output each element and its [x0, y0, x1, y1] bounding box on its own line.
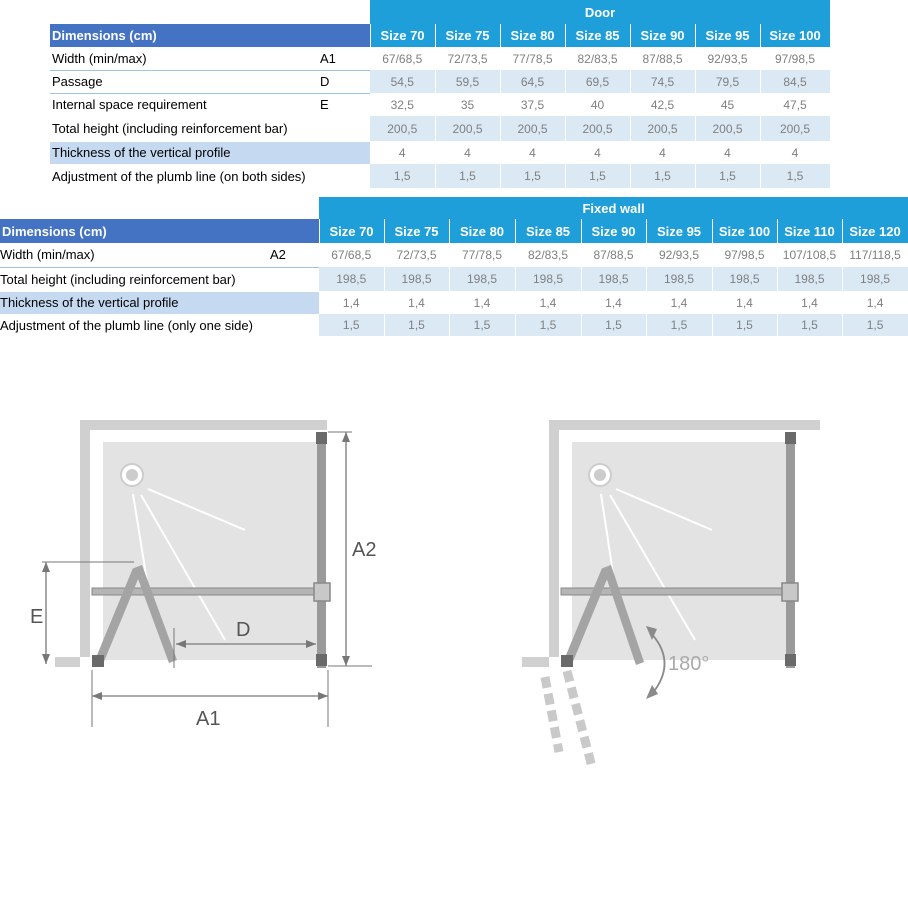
row-code: [270, 291, 319, 314]
cell: 1,5: [712, 314, 777, 336]
cell: 4: [500, 141, 565, 164]
cell: 1,5: [384, 314, 449, 336]
cell: 198,5: [777, 267, 842, 291]
cell: 1,5: [581, 314, 646, 336]
door-open-outline: [545, 677, 559, 752]
cell: 200,5: [760, 116, 830, 141]
fixed-size-header: Size 80: [449, 219, 515, 243]
cell: 200,5: [630, 116, 695, 141]
door-open-outline: [567, 671, 592, 767]
table-row: [50, 164, 830, 188]
cell: 97/98,5: [760, 47, 830, 70]
row-code: D: [320, 70, 370, 93]
table-row: [0, 314, 908, 336]
cell: 1,5: [777, 314, 842, 336]
cell: 82/83,5: [515, 243, 581, 267]
cell: 32,5: [370, 93, 435, 116]
table-row: [50, 47, 830, 70]
cell: 200,5: [500, 116, 565, 141]
label-d: D: [236, 619, 251, 641]
cell: 1,4: [777, 291, 842, 314]
cell: 40: [565, 93, 630, 116]
fixed-size-header: Size 120: [842, 219, 908, 243]
cell: 1,5: [319, 314, 384, 336]
cell: 198,5: [515, 267, 581, 291]
cell: 42,5: [630, 93, 695, 116]
cell: 79,5: [695, 70, 760, 93]
cell: 200,5: [565, 116, 630, 141]
cell: 1,5: [760, 164, 830, 188]
cell: 117/118,5: [842, 243, 908, 267]
row-label: Width (min/max): [0, 243, 270, 267]
row-label: Width (min/max): [50, 47, 320, 70]
cell: 92/93,5: [695, 47, 760, 70]
cell: 35: [435, 93, 500, 116]
table-row: [50, 70, 830, 93]
cell: 1,4: [384, 291, 449, 314]
fixed-wall-profile: [786, 432, 795, 668]
cell: 74,5: [630, 70, 695, 93]
cell: 198,5: [646, 267, 712, 291]
door-size-header: Size 90: [630, 24, 695, 47]
cell: 4: [370, 141, 435, 164]
row-label: Thickness of the vertical profile: [50, 141, 320, 164]
label-a1: A1: [196, 708, 221, 730]
cell: 4: [760, 141, 830, 164]
cell: 37,5: [500, 93, 565, 116]
door-header-label: Dimensions (cm): [50, 24, 320, 47]
cell: 200,5: [435, 116, 500, 141]
cell: 198,5: [842, 267, 908, 291]
cell: 200,5: [695, 116, 760, 141]
cell: 1,4: [712, 291, 777, 314]
cell: 87/88,5: [630, 47, 695, 70]
fixed-size-header: Size 90: [581, 219, 646, 243]
door-size-header: Size 70: [370, 24, 435, 47]
table-row: [50, 141, 830, 164]
cell: 1,4: [515, 291, 581, 314]
row-label: Adjustment of the plumb line (on both sides): [50, 164, 320, 188]
cell: 1,4: [449, 291, 515, 314]
cell: 4: [435, 141, 500, 164]
cell: 1,5: [500, 164, 565, 188]
door-table: [50, 0, 831, 189]
door-size-header: Size 75: [435, 24, 500, 47]
cell: 87/88,5: [581, 243, 646, 267]
cell: 97/98,5: [712, 243, 777, 267]
cell: 198,5: [712, 267, 777, 291]
fixed-size-header: Size 100: [712, 219, 777, 243]
cell: 1,5: [646, 314, 712, 336]
row-label: Passage: [50, 70, 320, 93]
row-code: A2: [270, 243, 319, 267]
row-code: [270, 314, 319, 336]
cell: 1,5: [630, 164, 695, 188]
cell: 77/78,5: [449, 243, 515, 267]
cell: 77/78,5: [500, 47, 565, 70]
fixed-size-header: Size 75: [384, 219, 449, 243]
cell: 1,5: [449, 314, 515, 336]
cell: 82/83,5: [565, 47, 630, 70]
left-diagram: [0, 400, 450, 760]
cell: 72/73,5: [384, 243, 449, 267]
table-row: [0, 243, 908, 267]
cell: 59,5: [435, 70, 500, 93]
table-row: [0, 267, 908, 291]
label-e: E: [30, 606, 44, 628]
door-banner: Door: [370, 0, 830, 24]
door-size-header: Size 85: [565, 24, 630, 47]
row-code: A1: [320, 47, 370, 70]
door-size-header: Size 80: [500, 24, 565, 47]
table-row: [0, 291, 908, 314]
cell: 69,5: [565, 70, 630, 93]
fixed-header-label: Dimensions (cm): [0, 219, 270, 243]
cell: 72/73,5: [435, 47, 500, 70]
row-code: E: [320, 93, 370, 116]
cell: 198,5: [581, 267, 646, 291]
cell: 84,5: [760, 70, 830, 93]
cell: 107/108,5: [777, 243, 842, 267]
cell: 64,5: [500, 70, 565, 93]
row-label: Adjustment of the plumb line (only one side): [0, 314, 270, 336]
row-code: [320, 164, 370, 188]
cell: 45: [695, 93, 760, 116]
fixed-size-header: Size 95: [646, 219, 712, 243]
cell: 1,4: [646, 291, 712, 314]
cell: 198,5: [449, 267, 515, 291]
cell: 1,5: [565, 164, 630, 188]
fixed-size-header: Size 70: [319, 219, 384, 243]
cell: 1,5: [370, 164, 435, 188]
cell: 1,5: [435, 164, 500, 188]
fixed-wall-banner: Fixed wall: [319, 197, 908, 219]
cell: 4: [630, 141, 695, 164]
cell: 4: [565, 141, 630, 164]
cell: 67/68,5: [319, 243, 384, 267]
cell: 1,5: [515, 314, 581, 336]
row-label: Total height (including reinforcement bar): [0, 267, 270, 291]
cell: 200,5: [370, 116, 435, 141]
fixed-size-header: Size 110: [777, 219, 842, 243]
row-label: Internal space requirement: [50, 93, 320, 116]
cell: 47,5: [760, 93, 830, 116]
fixed-wall-profile: [317, 432, 326, 668]
cell: 1,4: [319, 291, 384, 314]
angle-label: 180°: [668, 653, 710, 675]
row-label: Thickness of the vertical profile: [0, 291, 270, 314]
cell: 1,4: [581, 291, 646, 314]
door-size-header: Size 95: [695, 24, 760, 47]
row-label: Total height (including reinforcement bar): [50, 116, 320, 141]
cell: 198,5: [319, 267, 384, 291]
cell: 198,5: [384, 267, 449, 291]
cell: 92/93,5: [646, 243, 712, 267]
cell: 4: [695, 141, 760, 164]
fixed-wall-table: [0, 197, 908, 337]
cell: 54,5: [370, 70, 435, 93]
row-code: [320, 116, 370, 141]
table-row: [50, 116, 830, 141]
right-diagram: [500, 400, 908, 780]
row-code: [320, 141, 370, 164]
cell: 1,4: [842, 291, 908, 314]
cell: 67/68,5: [370, 47, 435, 70]
cell: 1,5: [695, 164, 760, 188]
table-row: [50, 93, 830, 116]
cell: 1,5: [842, 314, 908, 336]
fixed-size-header: Size 85: [515, 219, 581, 243]
row-code: [270, 267, 319, 291]
door-size-header: Size 100: [760, 24, 830, 47]
label-a2: A2: [352, 539, 377, 561]
